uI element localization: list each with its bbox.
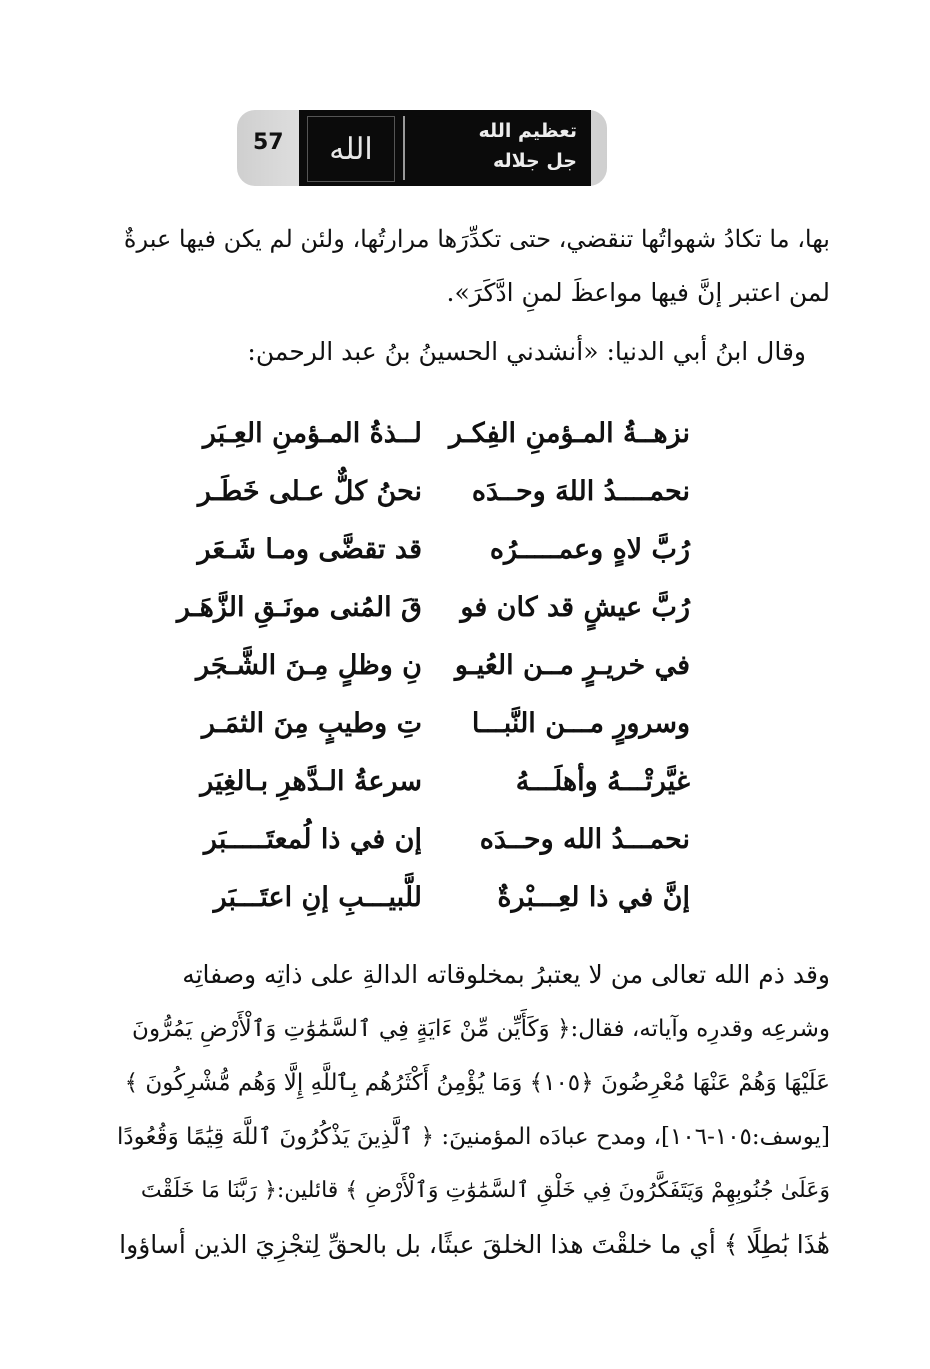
verse-first-hemistich: رُبَّ لاهٍ وعمـــــرُه [489,534,690,565]
verse-first-hemistich: غيَّرتْـــهُ وأهلَـــهُ [515,766,690,797]
verse-second-hemistich: سرعةُ الـدَّهرِ بـالغِيَر [200,766,422,797]
text-line: لمن اعتبر إنَّ فيها مواعظَ لمنِ ادَّكَرَ». [446,278,830,307]
text-line: وقد ذم الله تعالى من لا يعتبرُ بمخلوقاته الدالةِ على ذاتِه وصفاتِه [182,960,830,989]
poem-verse [0,882,930,922]
verse-first-hemistich: رُبَّ عيشٍ قد كان فو [460,592,690,623]
text-line: بها، ما تكادُ شهواتُها تنقضي، حتى تكدِّرَها مرارتُها، ولئن لم يكن فيها عبرةٌ [123,225,830,253]
text-line: [يوسف:١٠٥-١٠٦]، ومدح عبادَه المؤمنينَ: ﴿ ٱلَّذِينَ يَذْكُرُونَ ٱللَّهَ قِيَٰمًا وَقُعُودًا [117,1124,830,1150]
verse-second-hemistich: نِ وظلٍ مِـنَ الشَّـجَر [196,650,422,681]
verse-second-hemistich: تِ وطيبٍ مِنَ الثمَـر [201,708,422,739]
poem-verse [0,708,930,748]
verse-first-hemistich: في خريـرٍ مــن العُيـو [454,650,690,681]
book-title-line2: جل جلاله [492,150,577,172]
poem-verse [0,418,930,458]
verse-second-hemistich: قَ المُنى مونَـقِ الزَّهَـر [176,592,422,623]
verse-second-hemistich: للَّبيـــبِ إنِ اعتَـــبَر [213,882,422,913]
paragraph-2 [110,948,830,1272]
verse-second-hemistich: قد تقضَّى ومـا شَـعَر [197,534,422,565]
poem-verse [0,824,930,864]
calligraphy-logo: الله [307,116,395,182]
verse-first-hemistich: نحمــــدُ اللهَ وحــدَه [471,476,690,507]
verse-second-hemistich: لــذةُ المـؤمنِ العِـبَر [202,418,422,449]
page-header [237,110,607,186]
verse-second-hemistich: إن في ذا لُمعتَـــــبَر [203,824,422,855]
poem-verse [0,650,930,690]
page-number: 57 [253,130,284,155]
poem-verse [0,476,930,516]
poem-intro: وقال ابنُ أبي الدنيا: «أنشدني الحسينُ بنُ عبد الرحمن: [247,337,806,366]
poem-verse [0,766,930,806]
book-title-line1: تعظيم الله [478,120,577,142]
poem-verse [0,534,930,574]
verse-first-hemistich: إنَّ في ذا لعِـــبْرةٌ [497,882,690,913]
text-line: وَعَلَىٰ جُنُوبِهِمْ وَيَتَفَكَّرُونَ فِي خَلْقِ ٱلسَّمَٰوَٰتِ وَٱلْأَرْضِ ﴾ قائلين:﴿ رَبَّنَا مَا خَلَقْتَ [140,1178,830,1203]
poem-verse [0,592,930,632]
verse-first-hemistich: نحمـــدُ الله وحــدَه [479,824,690,855]
verse-first-hemistich: وسرورٍ مـــن النَّبـــا [471,708,690,739]
verse-second-hemistich: نحنُ كلٌّ عـلى خَطَـر [197,476,422,507]
text-line: عَلَيْهَا وَهُمْ عَنْهَا مُعْرِضُونَ ﴿١٠٥﴾ وَمَا يُؤْمِنُ أَكْثَرُهُم بِٱللَّهِ إِلَّا وَهُم مُّشْرِكُونَ ﴾ [124,1070,830,1096]
header-divider [403,116,405,180]
text-line: وشرعِه وقدرِه وآياته، فقال:﴿ وَكَأَيِّن مِّنْ ءَايَةٍ فِي ٱلسَّمَٰوَٰتِ وَٱلْأَرْضِ يَمُرُّونَ [132,1016,830,1042]
paragraph-1 [110,212,830,320]
text-line: هَٰذَا بَٰطِلًا ﴾ أي ما خلقْتَ هذا الخلقَ عبثًا، بل بالحقِّ لِتجْزِيَ الذين أساؤوا [119,1230,830,1259]
verse-first-hemistich: نزهــةُ المـؤمنِ الفِكـر [448,418,690,449]
header-banner [299,110,591,186]
